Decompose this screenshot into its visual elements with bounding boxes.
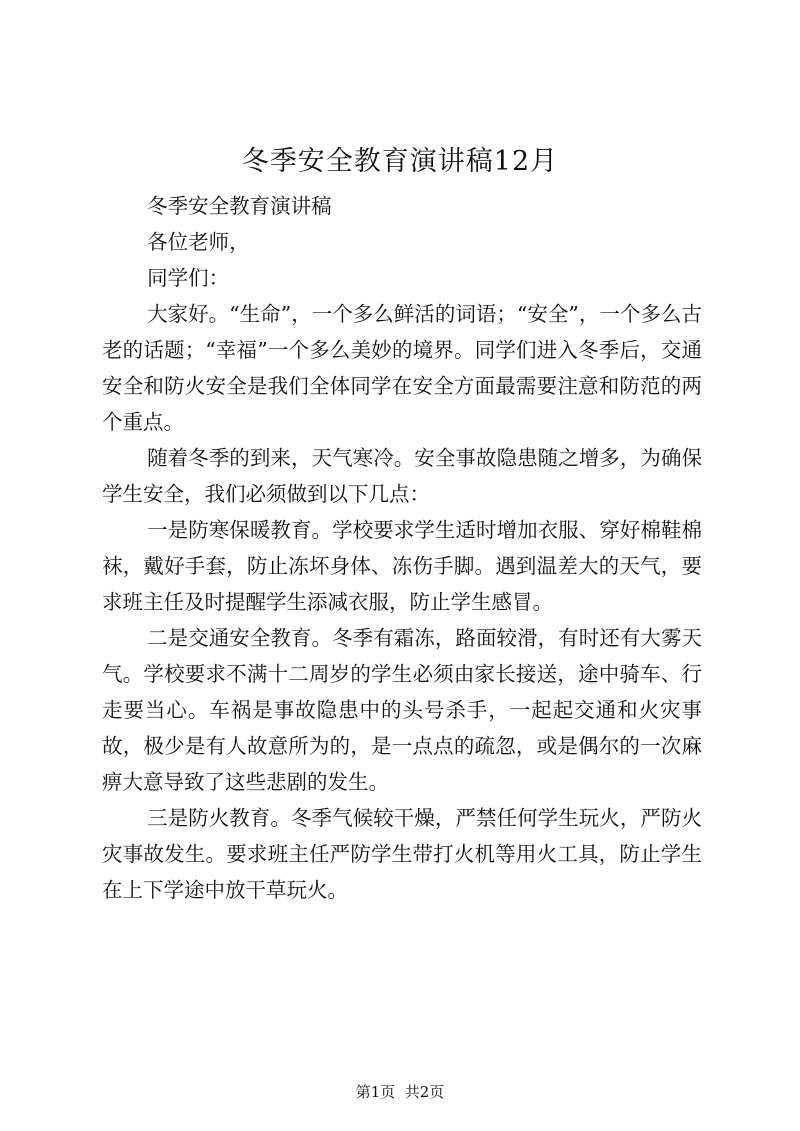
paragraph-point-two: 二是交通安全教育。冬季有霜冻，路面较滑，有时还有大雾天气。学校要求不满十二周岁的学生必须由家长接送，途中骑车、行走要当心。车祸是事故隐患中的头号杀手，一起起交通和火灾事故，极少是有人故意所为的，是一点点的疏忽，或是偶尔的一次麻痹大意导致了这些悲剧的发生。 [102,626,702,794]
page-number: 第1页 共2页 [355,1083,445,1101]
paragraph-intro: 随着冬季的到来，天气寒冷。安全事故隐患随之增多，为确保学生安全，我们必须做到以下几点： [102,446,702,506]
document-title: 冬季安全教育演讲稿12月 [241,146,559,177]
document-body [102,188,702,908]
paragraph-subtitle: 冬季安全教育演讲稿 [147,194,332,218]
paragraph-salutation-teachers: 各位老师， [147,230,250,254]
page-footer [0,1082,800,1102]
paragraph-point-one: 一是防寒保暖教育。学校要求学生适时增加衣服、穿好棉鞋棉袜，戴好手套，防止冻坏身体、冻伤手脚。遇到温差大的天气，要求班主任及时提醒学生添减衣服，防止学生感冒。 [102,518,702,614]
paragraph-greeting: 大家好。“生命”，一个多么鲜活的词语；“安全”，一个多么古老的话题；“幸福”一个多么美妙的境界。同学们进入冬季后，交通安全和防火安全是我们全体同学在安全方面最需要注意和防范的两个重点。 [102,302,702,434]
paragraph-point-three: 三是防火教育。冬季气候较干燥，严禁任何学生玩火，严防火灾事故发生。要求班主任严防学生带打火机等用火工具，防止学生在上下学途中放干草玩火。 [102,806,702,902]
paragraph-salutation-students: 同学们： [147,266,230,290]
